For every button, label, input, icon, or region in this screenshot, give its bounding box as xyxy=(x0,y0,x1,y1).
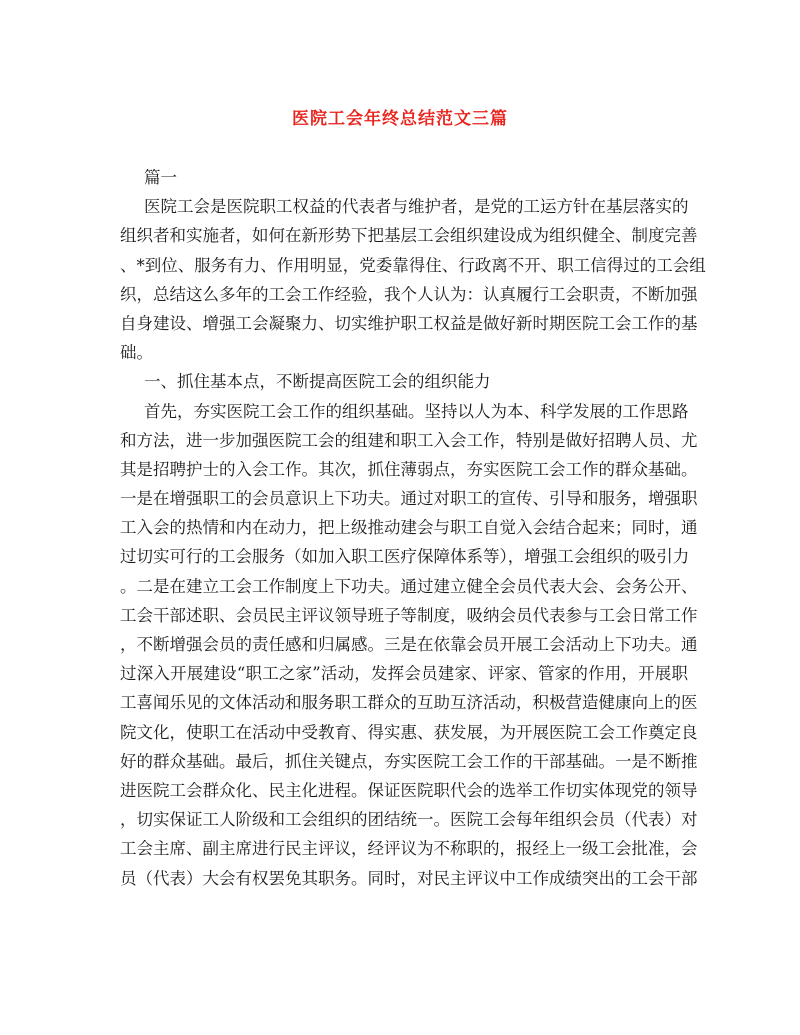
text-line: 员（代表）大会有权罢免其职务。同时，对民主评议中工作成绩突出的工会干部 xyxy=(120,868,698,888)
text-line: 篇一 xyxy=(144,168,177,187)
text-line: 织，总结这么多年的工会工作经验，我个人认为：认真履行工会职责，不断加强 xyxy=(120,284,698,304)
text-line: 一、抓住基本点，不断提高医院工会的组织能力 xyxy=(144,372,491,392)
text-line: 其是招聘护士的入会工作。其次，抓住薄弱点，夯实医院工会工作的群众基础。 xyxy=(120,459,698,479)
text-line: 好的群众基础。最后，抓住关键点，夯实医院工会工作的干部基础。一是不断推 xyxy=(120,751,698,771)
text-line: 过切实可行的工会服务（如加入职工医疗保障体系等），增强工会组织的吸引力 xyxy=(120,547,690,567)
text-line: 础。 xyxy=(120,343,153,363)
text-line: ，切实保证工人阶级和工会组织的团结统一。医院工会每年组织会员（代表）对 xyxy=(120,810,698,830)
text-line: 。二是在建立工会工作制度上下功夫。通过建立健全会员代表大会、会务公开、 xyxy=(120,576,698,596)
text-line: 一是在增强职工的会员意识上下功夫。通过对职工的宣传、引导和服务，增强职 xyxy=(120,489,698,509)
document-body xyxy=(120,163,706,893)
text-line: 工喜闻乐见的文体活动和服务职工群众的互助互济活动，积极营造健康向上的医 xyxy=(120,693,698,713)
text-line: 工会干部述职、会员民主评议领导班子等制度，吸纳会员代表参与工会日常工作 xyxy=(120,605,698,625)
text-line: ，不断增强会员的责任感和归属感。三是在依靠会员开展工会活动上下功夫。通 xyxy=(120,635,698,654)
text-line: 进医院工会群众化、民主化进程。保证医院职代会的选举工作切实体现党的领导 xyxy=(120,780,698,800)
text-line: 、*到位、服务有力、作用明显，党委靠得住、行政离不开、职工信得过的工会组 xyxy=(120,255,706,275)
text-line: 首先，夯实医院工会工作的组织基础。坚持以人为本、科学发展的工作思路 xyxy=(144,401,689,421)
text-line: 过深入开展建设“职工之家”活动，发挥会员建家、评家、管家的作用，开展职 xyxy=(120,664,688,684)
text-line: 工入会的热情和内在动力，把上级推动建会与职工自觉入会结合起来；同时，通 xyxy=(120,518,698,538)
text-line: 工会主席、副主席进行民主评议，经评议为不称职的，报经上一级工会批准，会 xyxy=(120,839,698,859)
document-title: 医院工会年终总结范文三篇 xyxy=(292,109,508,129)
text-line: 组织者和实施者，如何在新形势下把基层工会组织建设成为组织健全、制度完善 xyxy=(120,226,698,246)
text-line: 院文化，使职工在活动中受教育、得实惠、获发展，为开展医院工会工作奠定良 xyxy=(120,722,698,742)
text-line: 医院工会是医院职工权益的代表者与维护者，是党的工运方针在基层落实的 xyxy=(144,197,689,217)
text-line: 和方法，进一步加强医院工会的组建和职工入会工作，特别是做好招聘人员、尤 xyxy=(120,430,698,450)
text-line: 自身建设、增强工会凝聚力、切实维护职工权益是做好新时期医院工会工作的基 xyxy=(120,313,698,333)
